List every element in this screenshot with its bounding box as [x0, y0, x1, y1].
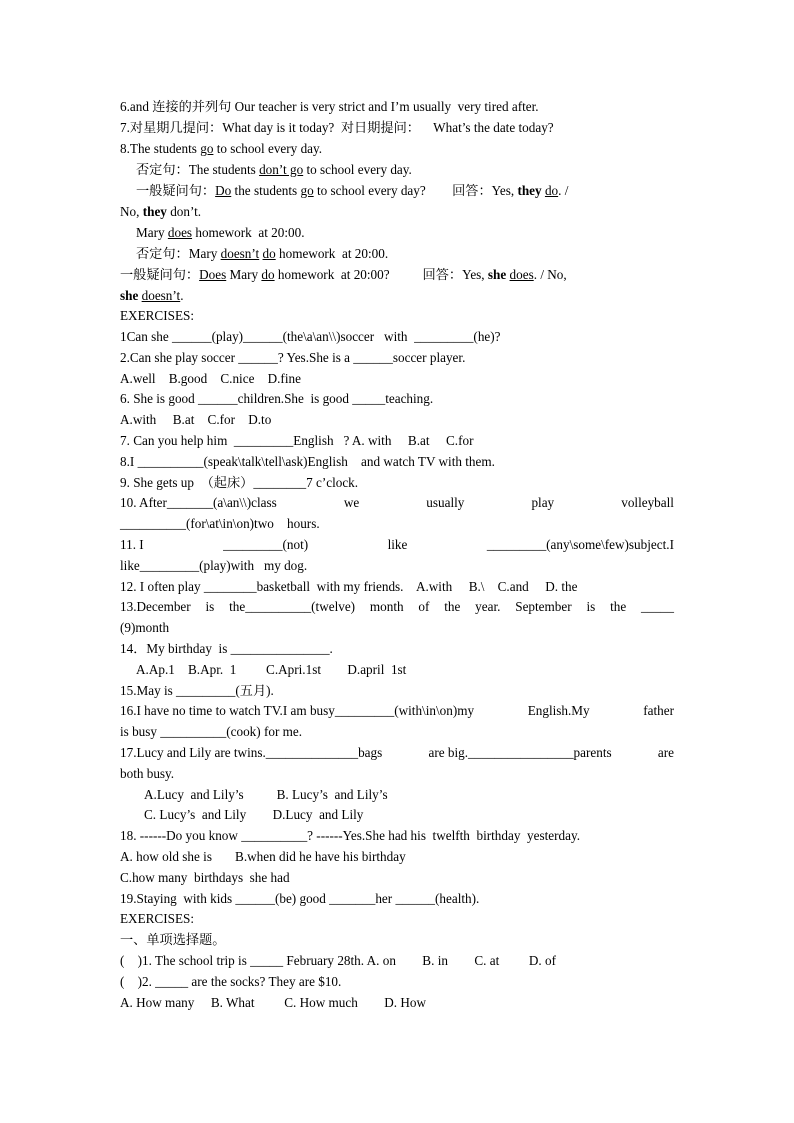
text: to school every day? 回答：Yes,	[313, 183, 518, 198]
text: 否定句：Mary	[136, 246, 221, 261]
word: month	[369, 599, 404, 614]
answer-continuation	[120, 203, 674, 221]
word: English.My	[527, 703, 590, 718]
underlined-aux: doesn’t	[220, 246, 260, 261]
text: . / No,	[533, 267, 567, 282]
exercise-17	[120, 744, 674, 762]
word: year.	[475, 599, 501, 614]
text: 一般疑问句：	[120, 267, 200, 282]
underlined-aux: does	[509, 267, 534, 282]
exercise-17-continued: both busy.	[120, 766, 175, 781]
word: usually	[426, 495, 465, 510]
text: to school every day.	[213, 141, 323, 156]
exercise-7: 7. Can you help him _________English ? A. with B.at C.for	[120, 433, 474, 448]
exercise-10	[120, 494, 674, 512]
negative-sentence-2	[136, 245, 674, 263]
exercise-19: 19.Staying with kids ______(be) good _______her ______(health).	[120, 891, 480, 906]
exercise-16	[120, 702, 674, 720]
word: 10. After_______(a\an\\)class	[120, 495, 277, 510]
underlined-verb: go	[300, 183, 314, 198]
word: the	[444, 599, 461, 614]
text: Mary	[226, 267, 262, 282]
bold-pronoun: she	[120, 288, 139, 303]
text: . /	[558, 183, 569, 198]
text: the students	[231, 183, 301, 198]
bold-pronoun: they	[517, 183, 542, 198]
word: we	[343, 495, 360, 510]
grammar-note-8	[120, 140, 674, 158]
underlined-verb: does	[167, 225, 193, 240]
underlined-verb: do	[261, 267, 275, 282]
text: Mary	[136, 225, 168, 240]
section-heading-2: EXERCISES:	[120, 911, 195, 926]
word: 16.I have no time to watch TV.I am busy_________(with\in\on)my	[120, 703, 475, 718]
underlined-aux: Do	[215, 183, 232, 198]
underlined-verb: don’t go	[259, 162, 304, 177]
exercise-8: 8.I __________(speak\talk\tell\ask)English and watch TV with them.	[120, 454, 495, 469]
text: homework at 20:00.	[275, 246, 389, 261]
exercise-2: 2.Can she play soccer ______? Yes.She is a ______soccer player.	[120, 350, 466, 365]
word: _____	[641, 599, 674, 614]
exercise-16-continued: is busy __________(cook) for me.	[120, 724, 303, 739]
exercise-6-options: A.with B.at C.for D.to	[120, 412, 272, 427]
exercise-14: 14．My birthday is _______________.	[120, 641, 333, 656]
word: 13.December	[120, 599, 191, 614]
text: homework at 20:00.	[192, 225, 305, 240]
word: the	[610, 599, 627, 614]
mc-question-1: ( )1. The school trip is _____ February 28th. A. on B. in C. at D. of	[120, 953, 557, 968]
exercise-18-options-a: A. how old she is B.when did he have his birthday	[120, 849, 406, 864]
bold-pronoun: she	[487, 267, 507, 282]
word: are big.________________parents	[428, 745, 612, 760]
text: .	[180, 288, 184, 303]
exercise-11	[120, 536, 674, 554]
section-heading: EXERCISES:	[120, 308, 195, 323]
word: 11. I	[120, 537, 144, 552]
question-sentence-2	[120, 266, 674, 284]
exercise-17-options-b: C. Lucy’s and Lily D.Lucy and Lily	[144, 807, 364, 822]
word: _________(not)	[223, 537, 309, 552]
exercise-13-continued: (9)month	[120, 620, 170, 635]
exercise-18: 18. ------Do you know __________? ------Yes.She had his twelfth birthday yesterday.	[120, 828, 581, 843]
exercise-10-continued: __________(for\at\in\on)two hours.	[120, 516, 320, 531]
question-sentence	[136, 182, 674, 200]
exercise-14-options: A.Ap.1 B.Apr. 1 C.Apri.1st D.april 1st	[136, 662, 407, 677]
text: to school every day.	[303, 162, 412, 177]
word: of	[418, 599, 430, 614]
mc-question-2-options: A. How many B. What C. How much D. How	[120, 995, 426, 1010]
text: No,	[120, 204, 143, 219]
answer-continuation-2	[120, 287, 674, 305]
exercise-18-options-b: C.how many birthdays she had	[120, 870, 290, 885]
word: is	[586, 599, 596, 614]
word: September	[515, 599, 572, 614]
word: 17.Lucy and Lily are twins.______________bags	[120, 745, 383, 760]
exercise-6: 6. She is good ______children.She is good _____teaching.	[120, 391, 434, 406]
exercise-15: 15.May is _________(五月).	[120, 683, 274, 698]
exercise-2-options: A.well B.good C.nice D.fine	[120, 371, 301, 386]
word: like	[387, 537, 408, 552]
exercise-1: 1Can she ______(play)______(the\a\an\\)soccer with _________(he)?	[120, 329, 501, 344]
grammar-note-7: 7.对星期几提问：What day is it today? 对日期提问： What’s the date today?	[120, 120, 554, 135]
word: play	[531, 495, 555, 510]
exercise-9: 9. She gets up （起床）________7 c’clock.	[120, 475, 359, 490]
affirmative-sentence	[136, 224, 674, 242]
underlined-verb: go	[200, 141, 214, 156]
text: 否定句：The students	[136, 162, 260, 177]
exercise-11-continued: like_________(play)with my dog.	[120, 558, 308, 573]
exercise-17-options-a: A.Lucy and Lily’s B. Lucy’s and Lily’s	[144, 787, 388, 802]
text: 一般疑问句：	[136, 183, 216, 198]
exercise-12: 12. I often play ________basketball with my friends. A.with B.\ C.and D. the	[120, 579, 578, 594]
text: don’t.	[166, 204, 202, 219]
bold-pronoun: they	[142, 204, 167, 219]
word: _________(any\some\few)subject.I	[486, 537, 674, 552]
underlined-aux: doesn’t	[141, 288, 181, 303]
word: are	[657, 745, 674, 760]
mc-question-2: ( )2. _____ are the socks? They are $10.	[120, 974, 342, 989]
word: the__________(twelve)	[229, 599, 356, 614]
exercise-13	[120, 598, 674, 616]
underlined-aux: do	[544, 183, 559, 198]
underlined-aux: Does	[199, 267, 227, 282]
grammar-note-6: 6.and 连接的并列句 Our teacher is very strict and I’m usually very tired after.	[120, 99, 539, 114]
text: 8.The students	[120, 141, 201, 156]
text: homework at 20:00? 回答：Yes,	[274, 267, 488, 282]
underlined-verb: do	[262, 246, 276, 261]
section-subheading: 一、单项选择题。	[120, 932, 226, 947]
word: father	[643, 703, 674, 718]
word: is	[205, 599, 215, 614]
negative-sentence	[136, 161, 674, 179]
word: volleyball	[621, 495, 674, 510]
